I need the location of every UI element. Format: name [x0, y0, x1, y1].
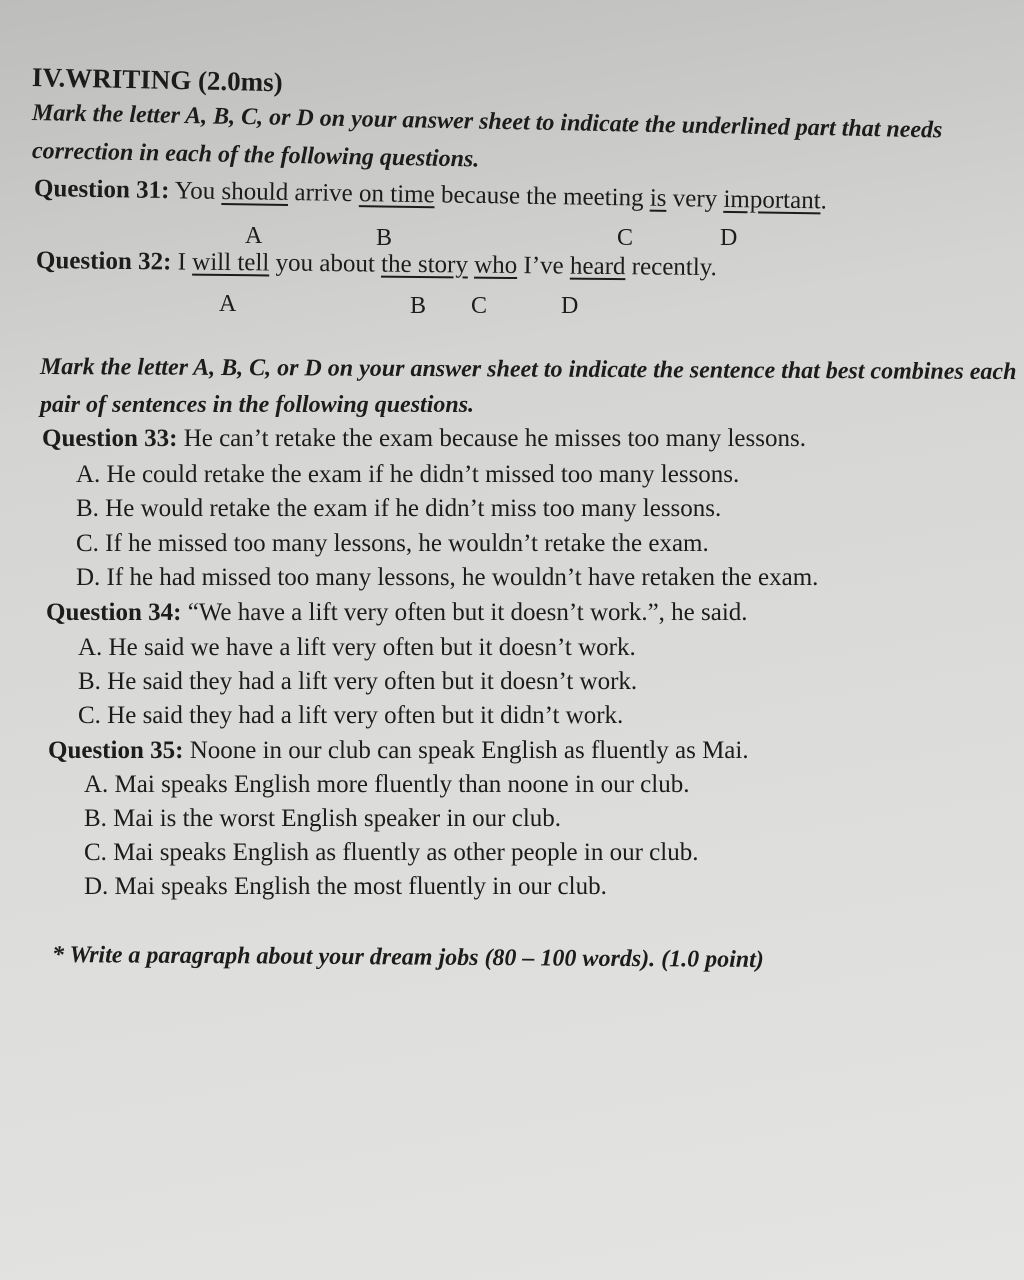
instruction-part1-line2: correction in each of the following questions.	[31, 138, 480, 173]
q32-underline-c: who	[474, 251, 518, 280]
question-35-text: Noone in our club can speak English as fluently as Mai.	[183, 737, 749, 764]
q34-option-a: A. He said we have a lift very often but it doesn’t work.	[78, 634, 636, 661]
q32-letter-d: D	[561, 293, 579, 319]
instruction-part2-line2: pair of sentences in the following questions.	[40, 392, 475, 418]
writing-task: * Write a paragraph about your dream jobs (80 – 100 words). (1.0 point)	[51, 942, 764, 973]
q35-option-d: D. Mai speaks English the most fluently in our club.	[84, 873, 607, 900]
q31-text-3: because the meeting	[434, 181, 651, 212]
q32-letter-c: C	[471, 293, 488, 319]
q31-underline-b: on time	[358, 180, 435, 209]
q31-text-5: .	[820, 187, 828, 215]
question-34-text: “We have a lift very often but it doesn’t work.”, he said.	[181, 599, 748, 626]
q31-underline-c: is	[649, 184, 667, 212]
q31-letter-d: D	[720, 225, 738, 251]
q32-letter-b: B	[410, 293, 427, 319]
q34-option-b: B. He said they had a lift very often but it doesn’t work.	[78, 668, 638, 695]
question-31-label: Question 31:	[33, 175, 170, 205]
q32-underline-b: the story	[380, 250, 469, 279]
q31-text-2: arrive	[288, 178, 360, 208]
q32-underline-d: heard	[569, 252, 626, 281]
q31-text-1: You	[169, 177, 222, 205]
q32-text-4: I’ve	[517, 252, 571, 280]
q33-option-c: C. If he missed too many lessons, he wouldn’t retake the exam.	[76, 530, 709, 557]
question-33-text: He can’t retake the exam because he misses too many lessons.	[177, 425, 806, 452]
q31-letter-c: C	[617, 225, 634, 251]
q31-letter-a: A	[245, 223, 263, 249]
question-33-label: Question 33:	[42, 425, 178, 452]
question-32-label: Question 32:	[35, 247, 172, 276]
q31-letter-b: B	[376, 225, 393, 251]
instruction-part2-line1: Mark the letter A, B, C, or D on your answer sheet to indicate the sentence that best combines each	[39, 354, 1017, 386]
q31-underline-a: should	[221, 177, 289, 206]
question-35-label: Question 35:	[48, 737, 184, 764]
instruction-part1-line1: Mark the letter A, B, C, or D on your answer sheet to indicate the underlined part that needs	[31, 100, 943, 144]
q31-text-4: very	[666, 184, 724, 213]
q33-option-b: B. He would retake the exam if he didn’t miss too many lessons.	[76, 495, 722, 522]
q32-letter-a: A	[219, 291, 237, 317]
q35-option-c: C. Mai speaks English as fluently as other people in our club.	[84, 839, 699, 866]
q34-option-c: C. He said they had a lift very often but it didn’t work.	[78, 702, 624, 729]
q35-option-b: B. Mai is the worst English speaker in our club.	[84, 805, 562, 832]
question-33	[42, 424, 806, 454]
question-34-label: Question 34:	[46, 599, 182, 626]
q32-underline-a: will tell	[192, 248, 270, 277]
question-31	[34, 174, 827, 216]
q33-option-d: D. If he had missed too many lessons, he wouldn’t have retaken the exam.	[76, 564, 819, 591]
question-35	[48, 736, 749, 766]
q35-option-a: A. Mai speaks English more fluently than noone in our club.	[84, 771, 690, 798]
question-34	[46, 598, 748, 628]
q32-text-1: I	[171, 248, 193, 276]
q33-option-a: A. He could retake the exam if he didn’t missed too many lessons.	[76, 461, 740, 488]
section-title: IV.WRITING (2.0ms)	[31, 62, 284, 98]
q31-underline-d: important	[723, 185, 821, 215]
q32-text-5: recently.	[625, 253, 718, 282]
q32-text-2: you about	[269, 249, 382, 278]
question-32	[36, 246, 717, 283]
